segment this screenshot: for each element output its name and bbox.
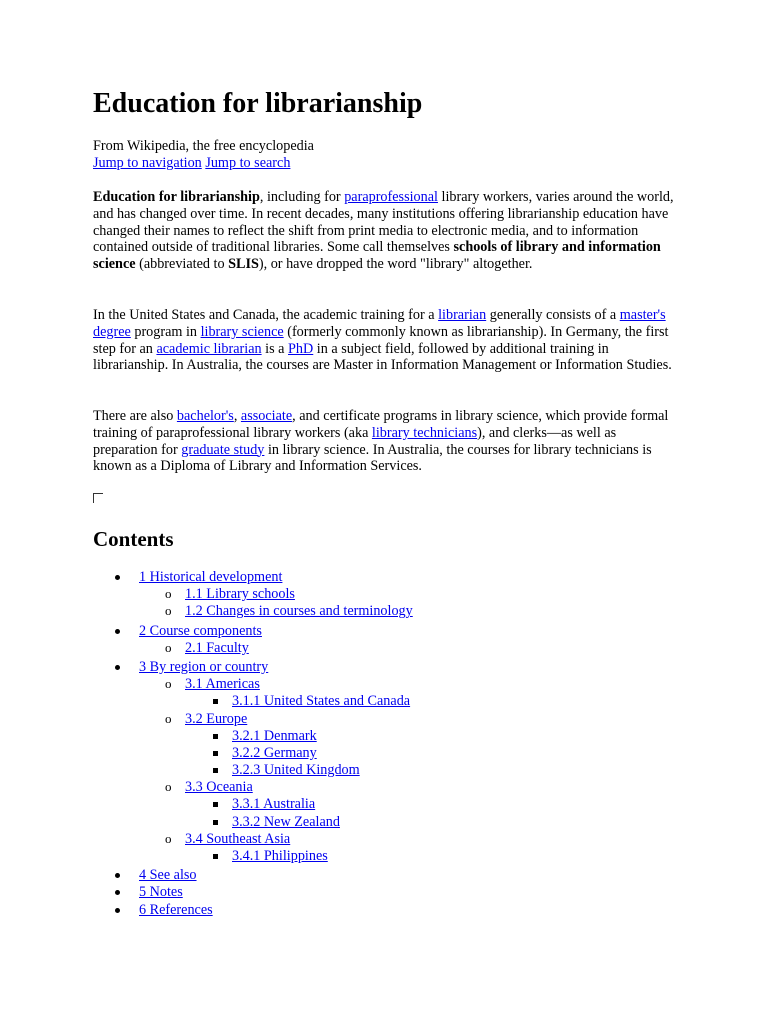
circle-bullet-icon: o (165, 779, 172, 795)
toc-link[interactable]: 3.3.1 Australia (232, 796, 316, 813)
toc-link[interactable]: 3.3 Oceania (185, 779, 253, 796)
toc-link[interactable]: 1 Historical development (139, 569, 283, 585)
text: is a (261, 340, 289, 357)
toc-item (93, 569, 693, 586)
bachelors-link[interactable]: bachelor's (176, 408, 234, 424)
toc-link[interactable]: 3.3.2 New Zealand (232, 813, 340, 830)
square-bullet-icon (213, 751, 218, 756)
graduate-study-link[interactable]: graduate study (181, 441, 265, 458)
toc-link[interactable]: 1.1 Library schools (185, 586, 295, 603)
text: In the United States and Canada, the academic training for a (93, 307, 439, 323)
toc-toggle-checkbox[interactable] (93, 493, 103, 503)
bold-term: Education for librarianship (93, 189, 260, 205)
toc-item (93, 902, 693, 919)
text: in library science. In Australia, the courses for library technicians is known as a Diploma of Library and Information Services. (93, 441, 652, 475)
toc-link[interactable]: 3.2 Europe (185, 710, 248, 727)
phd-link[interactable]: PhD (288, 340, 314, 357)
toc-item (93, 745, 693, 762)
circle-bullet-icon: o (165, 830, 172, 846)
toc-item (93, 728, 693, 745)
circle-bullet-icon: o (165, 710, 172, 726)
square-bullet-icon (213, 699, 218, 704)
text: ), or have dropped the word "library" altogether. (258, 256, 533, 273)
disc-bullet-icon (115, 873, 120, 878)
circle-bullet-icon: o (165, 639, 172, 655)
toc-item (93, 603, 693, 620)
page-title: Education for librarianship (93, 88, 423, 119)
site-tagline: From Wikipedia, the free encyclopedia (93, 138, 314, 154)
square-bullet-icon (213, 854, 218, 859)
toc-item (93, 884, 693, 901)
toc-item (93, 831, 693, 848)
square-bullet-icon (213, 768, 218, 773)
toc-item (93, 623, 693, 640)
disc-bullet-icon (115, 629, 120, 634)
toc-item (93, 814, 693, 831)
bold-term: schools of library and information science (93, 239, 661, 273)
disc-bullet-icon (115, 908, 120, 913)
intro-paragraph-2 (93, 307, 679, 374)
text: , including for (259, 189, 345, 205)
text: There are also (93, 408, 177, 424)
disc-bullet-icon (115, 575, 120, 580)
disc-bullet-icon (115, 890, 120, 895)
toc-link[interactable]: 6 References (139, 901, 213, 918)
text: in a subject field, followed by additional training in librarianship. In Australia, the courses are Master in Information Management or Information Studies. (93, 340, 672, 374)
jump-to-search-link[interactable]: Jump to search (205, 154, 291, 171)
library-science-link[interactable]: library science (200, 323, 284, 340)
intro-paragraph-3 (93, 408, 679, 475)
bold-term: SLIS (228, 256, 259, 273)
text: (abbreviated to (135, 256, 229, 273)
toc-item (93, 848, 693, 865)
toc-item (93, 711, 693, 728)
toc-item (93, 693, 693, 710)
toc-link[interactable]: 3.2.3 United Kingdom (232, 762, 360, 779)
toc-link[interactable]: 4 See also (139, 867, 197, 884)
toc-item (93, 659, 693, 676)
toc-link[interactable]: 3.2.2 Germany (232, 744, 317, 761)
toc-link[interactable]: 3.4 Southeast Asia (185, 830, 291, 847)
librarian-link[interactable]: librarian (438, 307, 487, 323)
toc-item (93, 762, 693, 779)
toc-link[interactable]: 2.1 Faculty (185, 639, 249, 656)
library-technicians-link[interactable]: library technicians (371, 424, 478, 441)
toc-link[interactable]: 5 Notes (139, 884, 183, 901)
text: generally consists of a (486, 307, 620, 323)
circle-bullet-icon: o (165, 676, 172, 692)
toc-link[interactable]: 1.2 Changes in courses and terminology (185, 603, 413, 620)
toc-link[interactable]: 3.1 Americas (185, 676, 260, 693)
text: , (233, 408, 241, 424)
square-bullet-icon (213, 734, 218, 739)
masters-degree-link[interactable]: master's degree (93, 307, 666, 340)
circle-bullet-icon: o (165, 586, 172, 602)
toc-item (93, 586, 693, 603)
toc-link[interactable]: 2 Course components (139, 622, 262, 639)
text: library workers, varies around the world, and has changed over time. In recent decades, many institutions offering librarianship education have changed their names to reflect the shift from print media to electronic media, and to information contained outside of traditional libraries. Some call themselves (93, 189, 674, 256)
table-of-contents (93, 569, 693, 919)
circle-bullet-icon: o (165, 603, 172, 619)
toc-item (93, 676, 693, 693)
square-bullet-icon (213, 820, 218, 825)
site-tagline-block (93, 138, 693, 172)
square-bullet-icon (213, 802, 218, 807)
toc-link[interactable]: 3.4.1 Philippines (232, 848, 328, 864)
toc-item (93, 867, 693, 884)
text: ), and clerks—as well as preparation for (93, 424, 617, 458)
intro-paragraph-1 (93, 189, 679, 273)
academic-librarian-link[interactable]: academic librarian (156, 340, 262, 357)
paraprofessional-link[interactable]: paraprofessional (344, 189, 438, 205)
toc-item (93, 640, 693, 657)
jump-to-navigation-link[interactable]: Jump to navigation (93, 154, 202, 171)
toc-item (93, 779, 693, 796)
toc-link[interactable]: 3.2.1 Denmark (232, 727, 317, 744)
text: (formerly commonly known as librarianship). In Germany, the first step for an (93, 323, 669, 357)
contents-heading: Contents (93, 527, 174, 551)
text: , and certificate programs in library science, which provide formal training of paraprofessional library workers (aka (93, 408, 669, 441)
associate-link[interactable]: associate (240, 408, 293, 424)
toc-item (93, 796, 693, 813)
toc-link[interactable]: 3 By region or country (139, 658, 269, 675)
jump-links (93, 155, 693, 172)
disc-bullet-icon (115, 665, 120, 670)
text: program in (130, 323, 201, 340)
toc-link[interactable]: 3.1.1 United States and Canada (232, 693, 411, 710)
